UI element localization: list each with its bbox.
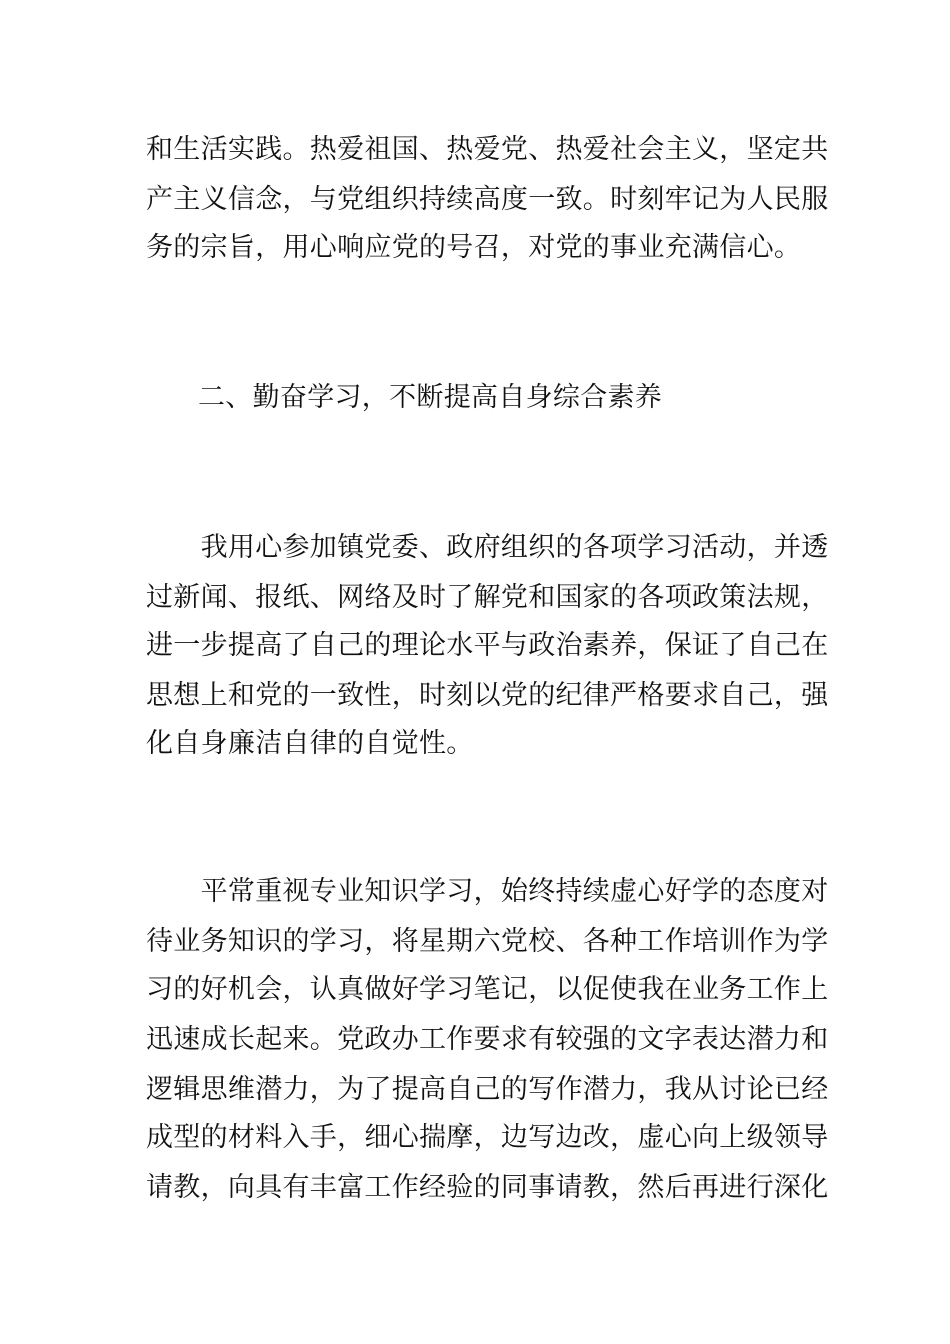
paragraph-line: 迅速成长起来。党政办工作要求有较强的文字表达潜力和 — [146, 1024, 829, 1055]
paragraph-line: 进一步提高了自己的理论水平与政治素养，保证了自己在 — [146, 630, 829, 661]
paragraph-line: 化自身廉洁自律的自觉性。 — [146, 728, 474, 759]
paragraph-line: 思想上和党的一致性，时刻以党的纪律严格要求自己，强 — [146, 680, 829, 711]
intro-line: 产主义信念，与党组织持续高度一致。时刻牢记为人民服 — [146, 184, 829, 215]
paragraph-line: 请教，向具有丰富工作经验的同事请教，然后再进行深化 — [146, 1172, 829, 1203]
paragraph-line: 逻辑思维潜力，为了提高自己的写作潜力，我从讨论已经 — [146, 1074, 829, 1105]
paragraph-line: 过新闻、报纸、网络及时了解党和国家的各项政策法规， — [146, 582, 829, 613]
paragraph-line: 平常重视专业知识学习，始终持续虚心好学的态度对 — [146, 876, 829, 907]
intro-line: 和生活实践。热爱祖国、热爱党、热爱社会主义，坚定共 — [146, 134, 829, 165]
paragraph-line: 成型的材料入手，细心揣摩，边写边改，虚心向上级领导 — [146, 1122, 829, 1153]
paragraph-line: 我用心参加镇党委、政府组织的各项学习活动，并透 — [146, 532, 829, 563]
section-heading: 二、勤奋学习，不断提高自身综合素养 — [198, 382, 663, 413]
intro-line: 务的宗旨，用心响应党的号召，对党的事业充满信心。 — [146, 232, 802, 263]
paragraph-line: 待业务知识的学习，将星期六党校、各种工作培训作为学 — [146, 926, 829, 957]
paragraph-line: 习的好机会，认真做好学习笔记，以促使我在业务工作上 — [146, 974, 829, 1005]
